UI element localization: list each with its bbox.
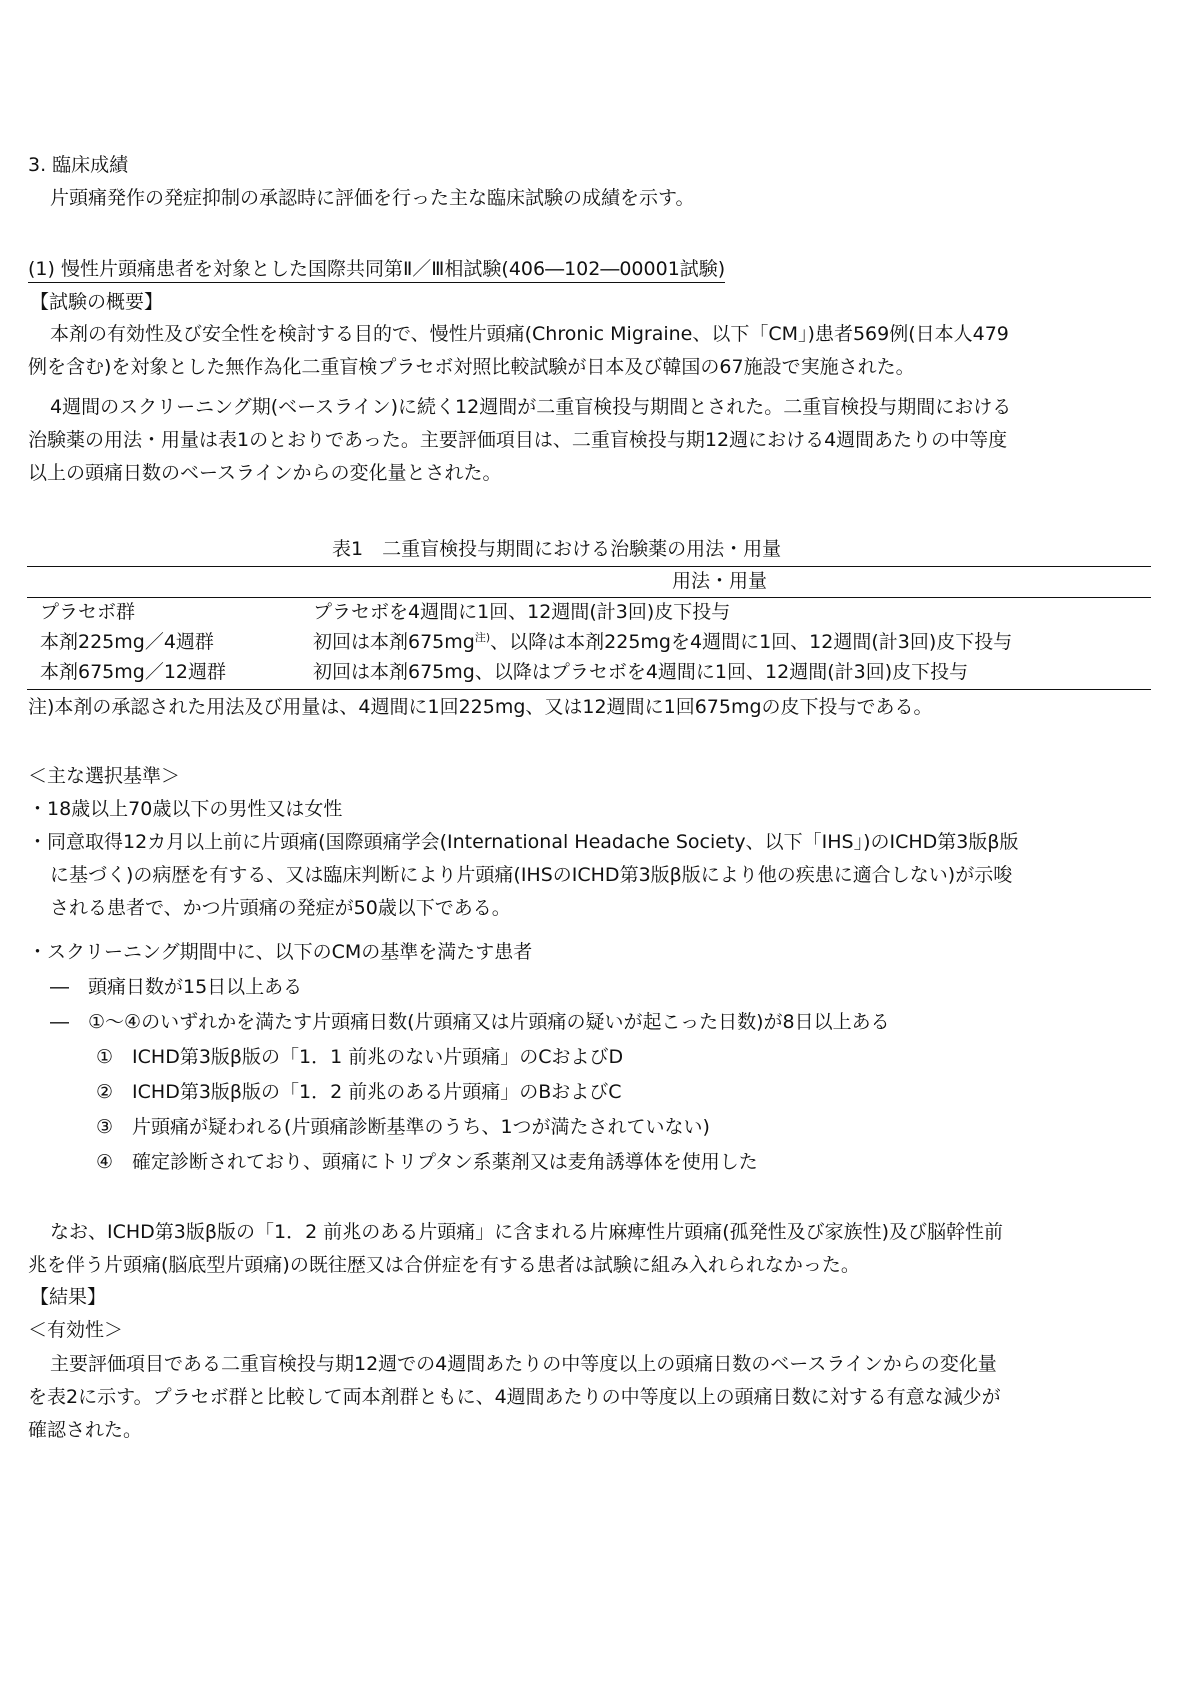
criteria-heading: ＜主な選択基準＞ — [28, 765, 181, 787]
section-heading: 3. 臨床成績 — [28, 154, 129, 176]
table1-row-regimen: プラセボを4週間に1回、12週間(計3回)皮下投与 — [313, 601, 731, 623]
criteria-subitem: ― 頭痛日数が15日以上ある — [50, 976, 303, 998]
study-title: (1) 慢性片頭痛患者を対象とした国際共同第Ⅱ／Ⅲ相試験(406―102―00001試験) — [28, 258, 725, 283]
table1-bottom-rule — [27, 689, 1151, 690]
table1-row-group: 本剤675mg／12週群 — [40, 661, 227, 683]
table1-row-regimen: 初回は本剤675mg、以降はプラセボを4週間に1回、12週間(計3回)皮下投与 — [313, 661, 969, 683]
overview-line-2: 例を含む)を対象とした無作為化二重盲検プラセボ対照比較試験が日本及び韓国の67施設で実施された。 — [28, 356, 915, 378]
exclusion-line-2: 兆を伴う片頭痛(脳底型片頭痛)の既往歴又は合併症を有する患者は試験に組み入れられなかった。 — [28, 1254, 860, 1276]
exclusion-line-1: なお、ICHD第3版β版の「1．2 前兆のある片頭痛」に含まれる片麻痺性片頭痛(孤発性及び家族性)及び脳幹性前 — [50, 1221, 1004, 1243]
criteria-subsubitem: ① ICHD第3版β版の「1．1 前兆のない片頭痛」のCおよびD — [96, 1046, 624, 1068]
criteria-subsubitem: ② ICHD第3版β版の「1．2 前兆のある片頭痛」のBおよびC — [96, 1081, 622, 1103]
table1-footnote: 注)本剤の承認された用法及び用量は、4週間に1回225mg、又は12週間に1回675mgの皮下投与である。 — [28, 696, 933, 718]
efficacy-heading: ＜有効性＞ — [28, 1319, 124, 1341]
criteria-subsubitem: ③ 片頭痛が疑われる(片頭痛診断基準のうち、1つが満たされていない) — [96, 1116, 710, 1138]
overview-line-5: 以上の頭痛日数のベースラインからの変化量とされた。 — [28, 462, 502, 484]
criteria-item: ・18歳以上70歳以下の男性又は女性 — [28, 798, 343, 820]
criteria-item: ・スクリーニング期間中に、以下のCMの基準を満たす患者 — [28, 941, 533, 963]
overview-line-3: 4週間のスクリーニング期(ベースライン)に続く12週間が二重盲検投与期間とされた。二重盲検投与期間における — [50, 396, 1012, 418]
criteria-subitem: ― ①～④のいずれかを満たす片頭痛日数(片頭痛又は片頭痛の疑いが起こった日数)が8日以上ある — [50, 1011, 890, 1033]
overview-line-4: 治験薬の用法・用量は表1のとおりであった。主要評価項目は、二重盲検投与期12週における4週間あたりの中等度 — [28, 429, 1008, 451]
section-intro: 片頭痛発作の発症抑制の承認時に評価を行った主な臨床試験の成績を示す。 — [50, 187, 695, 209]
efficacy-line-1: 主要評価項目である二重盲検投与期12週での4週間あたりの中等度以上の頭痛日数のベースラインからの変化量 — [50, 1353, 997, 1375]
criteria-item-cont: に基づく)の病歴を有する、又は臨床判断により片頭痛(IHSのICHD第3版β版により他の疾患に適合しない)が示唆 — [50, 864, 1013, 886]
table1-header-regimen: 用法・用量 — [672, 570, 768, 592]
footnote-marker: 注) — [474, 631, 491, 644]
overview-line-1: 本剤の有効性及び安全性を検討する目的で、慢性片頭痛(Chronic Migraine、以下「CM」)患者569例(日本人479 — [50, 323, 1009, 345]
table1-row-group: 本剤225mg／4週群 — [40, 631, 214, 653]
efficacy-line-3: 確認された。 — [28, 1419, 143, 1441]
table1-caption: 表1 二重盲検投与期間における治験薬の用法・用量 — [332, 538, 782, 560]
efficacy-line-2: を表2に示す。プラセボ群と比較して両本剤群ともに、4週間あたりの中等度以上の頭痛日数に対する有意な減少が — [28, 1386, 1001, 1408]
criteria-subsubitem: ④ 確定診断されており、頭痛にトリプタン系薬剤又は麦角誘導体を使用した — [96, 1151, 758, 1173]
criteria-item: ・同意取得12カ月以上前に片頭痛(国際頭痛学会(International Headache Society、以下「IHS」)のICHD第3版β版 — [28, 831, 1019, 853]
results-heading: 【結果】 — [30, 1286, 107, 1308]
overview-heading: 【試験の概要】 — [30, 291, 164, 313]
table1-row-group: プラセボ群 — [40, 601, 136, 623]
table1-header-rule — [27, 597, 1151, 598]
table1-row-regimen: 初回は本剤$675mg^{注)}$、以降は本剤225mgを4週間に1回、12週間(計3回)皮下投与 — [313, 631, 1013, 653]
criteria-item-cont: される患者で、かつ片頭痛の発症が50歳以下である。 — [50, 897, 511, 919]
table1-top-rule — [27, 566, 1151, 567]
